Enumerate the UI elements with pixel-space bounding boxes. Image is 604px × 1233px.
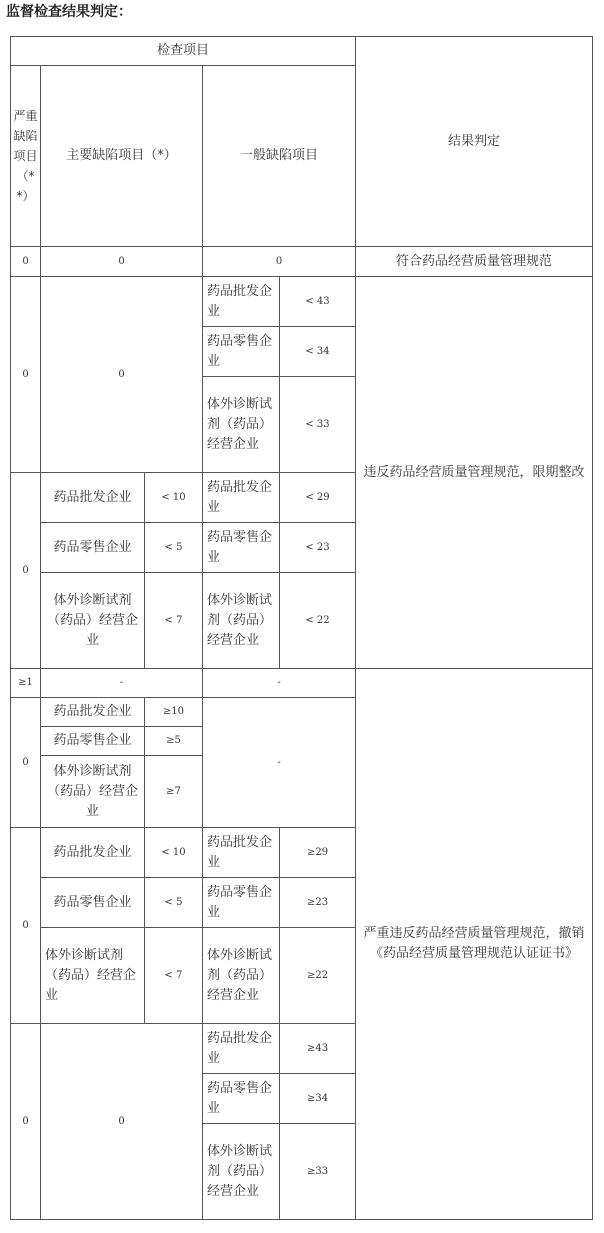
enterprise-type: 体外诊断试剂（药品）经营企业 <box>41 756 145 828</box>
general-threshold: < 33 <box>280 377 356 473</box>
enterprise-type: 药品批发企业 <box>203 277 280 327</box>
table-row <box>11 247 593 277</box>
enterprise-type: 药品批发企业 <box>203 828 280 878</box>
general-threshold: ≥22 <box>280 928 356 1024</box>
general-threshold: ≥23 <box>280 878 356 928</box>
result-header: 结果判定 <box>356 37 593 247</box>
table-row <box>11 277 593 327</box>
major-threshold: ≥10 <box>145 698 203 727</box>
enterprise-type: 药品批发企业 <box>203 1024 280 1074</box>
major-threshold: ≥5 <box>145 727 203 756</box>
major-threshold: < 5 <box>145 878 203 928</box>
general-threshold: ≥33 <box>280 1124 356 1220</box>
general-count: - <box>203 669 356 698</box>
enterprise-type: 体外诊断试剂（药品）经营企业 <box>203 377 280 473</box>
general-threshold: < 23 <box>280 523 356 573</box>
general-threshold: < 34 <box>280 327 356 377</box>
major-defect-header: 主要缺陷项目（*） <box>41 66 203 247</box>
major-threshold: < 10 <box>145 828 203 878</box>
serious-count: 0 <box>11 247 41 277</box>
serious-count: 0 <box>11 277 41 473</box>
general-threshold: < 43 <box>280 277 356 327</box>
major-threshold: < 7 <box>145 573 203 669</box>
enterprise-type: 药品批发企业 <box>41 698 145 727</box>
enterprise-type: 药品批发企业 <box>41 473 145 523</box>
general-threshold: < 29 <box>280 473 356 523</box>
major-count: 0 <box>41 247 203 277</box>
enterprise-type: 药品批发企业 <box>203 473 280 523</box>
enterprise-type: 体外诊断试剂（药品）经营企业 <box>203 928 280 1024</box>
serious-count: 0 <box>11 473 41 669</box>
result-serious-violate: 严重违反药品经营质量管理规范，撤销《药品经营质量管理规范认证证书》 <box>356 669 593 1220</box>
enterprise-type: 药品零售企业 <box>41 878 145 928</box>
enterprise-type: 体外诊断试剂（药品）经营企业 <box>41 573 145 669</box>
general-threshold: ≥43 <box>280 1024 356 1074</box>
serious-count: ≥1 <box>11 669 41 698</box>
serious-count: 0 <box>11 698 41 828</box>
header-row <box>11 37 593 66</box>
general-threshold: ≥34 <box>280 1074 356 1124</box>
inspection-result-table <box>10 36 593 1220</box>
enterprise-type: 药品零售企业 <box>203 1074 280 1124</box>
enterprise-type: 药品零售企业 <box>203 327 280 377</box>
enterprise-type: 药品零售企业 <box>203 523 280 573</box>
enterprise-type: 药品批发企业 <box>41 828 145 878</box>
general-count: 0 <box>203 247 356 277</box>
enterprise-type: 体外诊断试剂（药品）经营企业 <box>203 1124 280 1220</box>
result-comply: 符合药品经营质量管理规范 <box>356 247 593 277</box>
general-threshold: < 22 <box>280 573 356 669</box>
enterprise-type: 药品零售企业 <box>203 878 280 928</box>
general-defect-header: 一般缺陷项目 <box>203 66 356 247</box>
page-title: 监督检查结果判定： <box>6 4 132 20</box>
major-threshold: < 5 <box>145 523 203 573</box>
enterprise-type: 药品零售企业 <box>41 523 145 573</box>
check-items-header: 检查项目 <box>11 37 356 66</box>
major-count: 0 <box>41 277 203 473</box>
result-violate: 违反药品经营质量管理规范，限期整改 <box>356 277 593 669</box>
major-count: 0 <box>41 1024 203 1220</box>
table-row <box>11 669 593 698</box>
serious-count: 0 <box>11 828 41 1024</box>
general-count: - <box>203 698 356 828</box>
serious-count: 0 <box>11 1024 41 1220</box>
enterprise-type: 药品零售企业 <box>41 727 145 756</box>
major-count: - <box>41 669 203 698</box>
general-threshold: ≥29 <box>280 828 356 878</box>
major-threshold: ≥7 <box>145 756 203 828</box>
serious-defect-header: 严重缺陷项目（**） <box>11 66 41 247</box>
major-threshold: < 7 <box>145 928 203 1024</box>
major-threshold: < 10 <box>145 473 203 523</box>
enterprise-type: 体外诊断试剂（药品）经营企业 <box>203 573 280 669</box>
enterprise-type: 体外诊断试剂（药品）经营企业 <box>41 928 145 1024</box>
